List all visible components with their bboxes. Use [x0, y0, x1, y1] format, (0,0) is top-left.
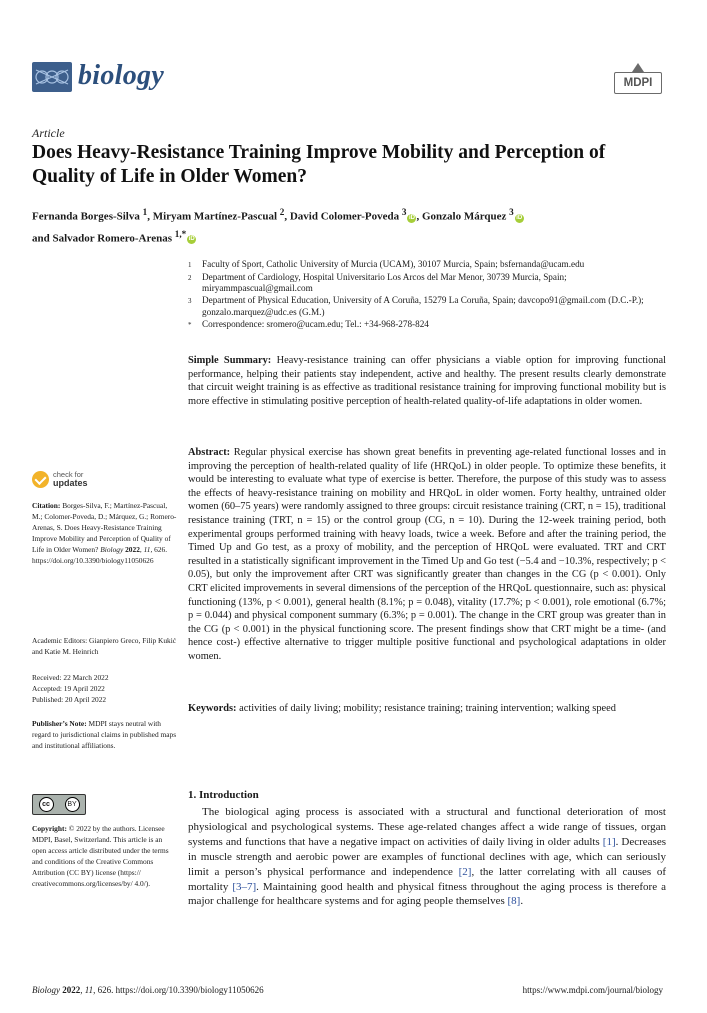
orcid-icon[interactable]: iD — [188, 236, 195, 243]
paper-title: Does Heavy-Resistance Training Improve Mobility and Perception of Quality of Life in Older Women? — [32, 142, 606, 187]
check-for-updates-badge[interactable] — [32, 470, 88, 488]
keywords — [188, 702, 666, 716]
publisher-note — [32, 719, 178, 752]
affiliation-text: Department of Physical Education, University of A Coruña, 15279 La Coruña, Spain; davcopo91@gmail.com (D.C.-P.); gonzalo.marquez@udc.es (G.M.) — [202, 295, 644, 317]
intro-text: . — [520, 895, 524, 908]
copyright-text: © 2022 by the authors. Licensee MDPI, Basel, Switzerland. This article is an open access article distributed under the terms and conditions of the Creative Commons Attribution (CC BY) license (https:// creativecommons.org/licenses/by/ 4.0/). — [32, 824, 169, 888]
affiliation-number: 3 — [188, 297, 192, 306]
journal-logo — [32, 62, 72, 92]
publication-dates — [32, 673, 178, 706]
author-affil-sup: 2 — [279, 207, 285, 217]
citation-block: Citation: Borges-Silva, F.; Martínez-Pascual, M.; Colomer-Poveda, D.; Márquez, G.; Romero-Arenas, S. Does Heavy-Resistance Training Improve Mobility and Perception of Quality of Life in Older Women? Biology 2022, 11, 626. https://doi.org/10.3390/biology11050626 — [32, 501, 177, 565]
author-name[interactable]: Gonzalo Márquez — [421, 210, 507, 223]
simple-summary — [188, 354, 666, 408]
publisher-logo: MDPI — [614, 72, 662, 94]
simple-summary-label: Simple Summary: — [188, 355, 272, 366]
author-affil-sup: 1 — [142, 207, 148, 217]
abstract — [188, 446, 666, 664]
copyright-label: Copyright: — [32, 824, 67, 833]
footer-volume: 11 — [84, 985, 94, 995]
citation-link[interactable]: [8] — [507, 895, 521, 908]
mdpi-logo-icon — [632, 63, 644, 72]
footer-journal-url[interactable]: https://www.mdpi.com/journal/biology — [522, 985, 663, 995]
abstract-label: Abstract: — [188, 447, 231, 458]
author-conjunction: and — [32, 232, 50, 245]
author-name[interactable]: Miryam Martínez-Pascual — [152, 210, 278, 223]
accepted-date: Accepted: 19 April 2022 — [32, 683, 105, 693]
author-list: Fernanda Borges-Silva $^1$, Miryam Martínez-Pascual $^2$, David Colomer-Poveda $^3$iD , Gonzalo Márquez $^3$iD and Salvador Romero-Arenas $^{1,*}$iD — [32, 207, 523, 245]
section-heading: 1. Introduction — [188, 789, 259, 801]
published-date: Published: 20 April 2022 — [32, 694, 107, 704]
intro-text: . Maintaining good health and physical fitness throughout the aging process is therefore a major challenge for healthcare systems and for aging people themselves — [188, 880, 666, 908]
check-line: check for — [53, 470, 84, 479]
citation-label: Citation: — [32, 501, 61, 510]
intro-text: . Decreases in muscle strength and aerobic power are examples of functional declines with age, which can seriously limit a person’s physical performance and independence — [188, 835, 666, 878]
orcid-icon[interactable]: iD — [408, 214, 415, 221]
author-affil-sup: 3 — [401, 207, 407, 217]
check-line: updates — [53, 478, 88, 488]
article-type: Article — [32, 126, 65, 140]
affiliation-item — [188, 259, 658, 272]
author-affil-sup: 3 — [509, 207, 514, 217]
introduction-paragraph — [188, 805, 666, 909]
author-name[interactable]: Salvador Romero-Arenas — [52, 232, 172, 245]
author-name[interactable]: David Colomer-Poveda — [289, 210, 400, 223]
check-for-updates-text — [53, 470, 88, 488]
publisher-note-text: MDPI stays neutral with regard to jurisdictional claims in published maps and institutional affiliations. — [32, 719, 177, 750]
affiliation-item — [188, 295, 658, 318]
check-icon — [32, 471, 49, 488]
affiliation-item — [188, 272, 658, 295]
citation-journal: Biology — [100, 544, 124, 554]
affiliation-item — [188, 319, 658, 332]
journal-name: biology — [78, 60, 165, 91]
citation-link[interactable]: [3–7] — [232, 880, 257, 893]
affiliation-number: 1 — [188, 261, 192, 269]
copyright-block — [32, 824, 178, 889]
citation-year: 2022 — [125, 544, 140, 554]
publisher-note-label: Publisher’s Note: — [32, 719, 87, 728]
received-date: Received: 22 March 2022 — [32, 673, 109, 682]
affiliation-number: * — [188, 320, 192, 329]
affiliation-text: Department of Cardiology, Hospital Universitario Los Arcos del Mar Menor, 30739 Murcia, Spain; miryammpascual@gmail.com — [202, 271, 567, 294]
affiliation-number: 2 — [188, 273, 192, 282]
keywords-label: Keywords: — [188, 703, 237, 714]
citation-volume: 11 — [143, 544, 151, 554]
orcid-icon[interactable]: iD — [516, 214, 523, 221]
cc-icon: cc — [39, 797, 54, 812]
footer-year: 2022 — [62, 985, 81, 995]
author-name[interactable]: Fernanda Borges-Silva — [32, 210, 140, 223]
footer-doi[interactable]: , 626. https://doi.org/10.3390/biology11050626 — [93, 985, 264, 995]
intro-text: , the latter correlating with all causes of mortality — [188, 865, 666, 893]
citation-text: Borges-Silva, F.; Martínez-Pascual, M.; Colomer-Poveda, D.; Márquez, G.; Romero-Arenas, S. Does Heavy-Resistance Training Improve Mobility and Perception of Quality of Life in Older Women? — [32, 501, 177, 554]
affiliation-text: Correspondence: sromero@ucam.edu; Tel.: +34-968-278-824 — [202, 318, 429, 329]
abstract-text: Regular physical exercise has shown great benefits in preventing age-related functional losses and in improving the perception of health-related quality of life (HRQoL) in older people. To optimize these benefits, it would be interesting to evaluate what type of exercise is better. Therefore, the purpose of this study was to assess the effects of heavy-resistance training on mobility and HRQoL in older women. Forty healthy, untrained older women (60–75 years) were randomly assigned to three groups: circuit resistance training (CRT, n = 15), traditional resistance training (TRT, n = 15) or the control group (CG, n = 10). During the 12-week training period, both experimental groups performed training with heavy loads, twice a week. Before and after the training period, the Timed Up and Go test, as a proxy of mobility, and the perception of HRQoL were evaluated. TRT and CRT resulted in a statistically significant improvement in the Timed Up and Go test (−5.4 and −10.3%, respectively; p < 0.05), but only the improvement after CRT was significantly greater than changes in the CG (p < 0.001). Only CRT elicited improvements in several dimensions of the perception of the HRQoL questionnaire, such as: physical functioning (13%, p < 0.001), general health (8.1%; p = 0.048), vitality (17.7%; p < 0.001), role emotional (6.7%; p = 0.044) and physical component summary (6.3%; p = 0.001). The change in the CRT group was greater than in the CG (p < 0.001) in the physical functioning score. The present findings show that CRT might be a time- (and hence cost-) effective alternative to trigger multiple positive functional and psychological adaptations in older women. — [188, 447, 666, 662]
affiliation-text: Faculty of Sport, Catholic University of Murcia (UCAM), 30107 Murcia, Spain; bsfernanda@ucam.edu — [202, 259, 585, 269]
simple-summary-text: Heavy-resistance training can offer physicians a viable option for improving functional performance, helping their patients stay independent, active and healthy. The present results clearly demonstrate that circuit weight training is as effective as traditional resistance training for improving functional mobility but is more effective in stimulating positive perception of health-related quality-of-life adaptations in older women. — [188, 355, 666, 407]
citation-doi[interactable]: , 626. https://doi.org/10.3390/biology11050626 — [32, 544, 168, 565]
intro-text: The biological aging process is associated with a structural and functional deterioration of most physiological and psychological systems. These age-related changes affect a wide range of tissues, organ systems and functions that have a negative impact on activities of daily living in older adults — [188, 806, 666, 848]
footer-citation: Biology 2022, 11, 626. https://doi.org/10.3390/biology11050626 — [32, 985, 264, 995]
citation-link[interactable]: [1] — [602, 835, 616, 848]
footer-journal: Biology — [32, 985, 60, 995]
keywords-text: activities of daily living; mobility; resistance training; training intervention; walking speed — [239, 703, 616, 714]
affiliations — [188, 259, 658, 331]
author-affil-sup: 1,* — [174, 228, 187, 239]
cc-license-badge[interactable] — [32, 794, 86, 815]
introduction-body — [188, 805, 666, 909]
by-icon: BY — [65, 797, 80, 812]
academic-editors: Academic Editors: Gianpiero Greco, Filip Kukić and Katie M. Heinrich — [32, 636, 177, 656]
citation-link[interactable]: [2] — [458, 865, 472, 878]
